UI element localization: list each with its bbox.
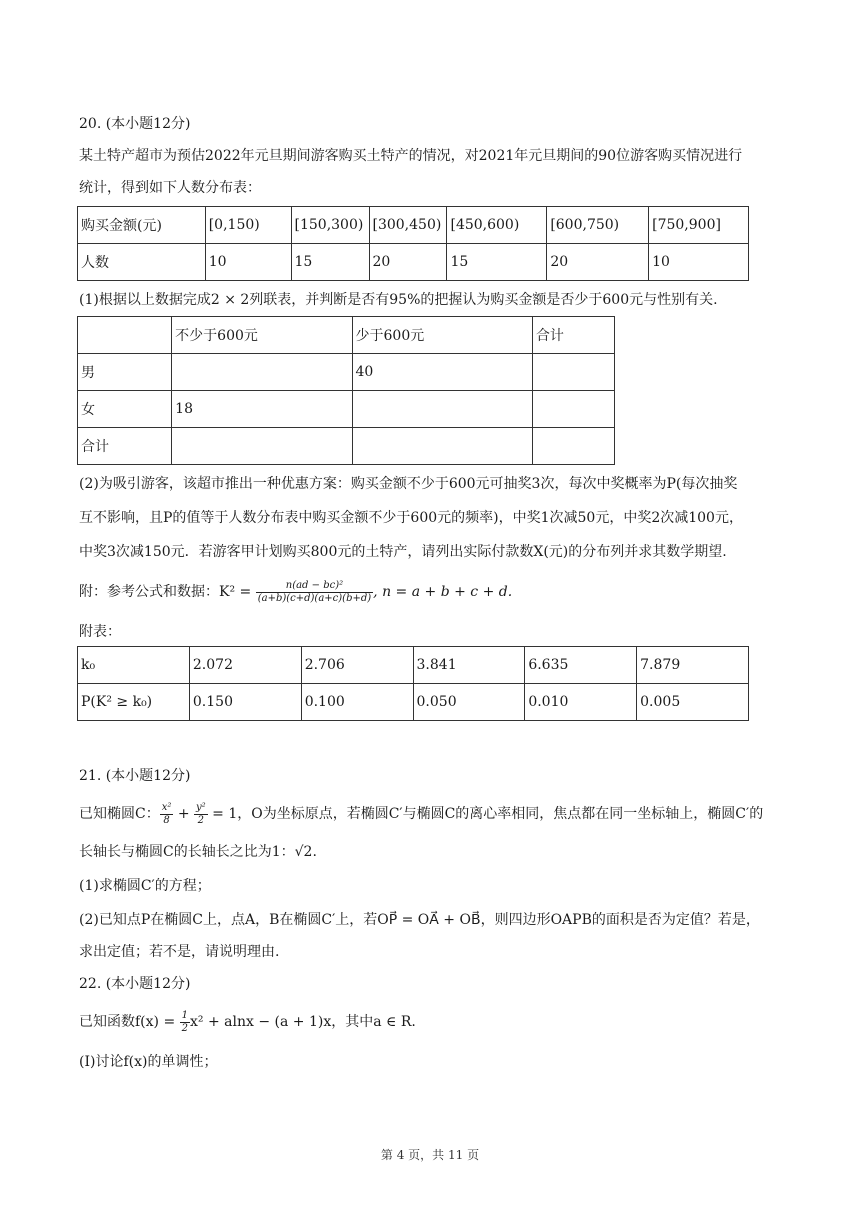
q22-line1-a: 已知函数f(x) = bbox=[79, 1014, 180, 1030]
table-cell: 不少于600元 bbox=[172, 317, 352, 354]
table-cell bbox=[352, 428, 532, 465]
table-cell: 合计 bbox=[78, 428, 172, 465]
reference-table bbox=[77, 646, 749, 721]
appendix-label: 附表： bbox=[79, 624, 121, 640]
q22-header: 22. (本小题12分) bbox=[79, 976, 191, 992]
formula-denominator: (a+b)(c+d)(a+c)(b+d) bbox=[257, 592, 372, 604]
table-row bbox=[78, 317, 615, 354]
table-cell: 20 bbox=[547, 244, 649, 281]
formula-prefix: 附：参考公式和数据：K² = bbox=[79, 584, 256, 600]
frac2-num: y² bbox=[196, 801, 206, 813]
table-cell: 0.050 bbox=[413, 684, 525, 721]
q20-part2-line1: (2)为吸引游客，该超市推出一种优惠方案：购买金额不少于600元可抽奖3次，每次中奖概率为P(每次抽奖 bbox=[79, 476, 738, 492]
q21-line1-b: = 1，O为坐标原点，若椭圆C′与椭圆C的离心率相同，焦点都在同一坐标轴上，椭圆C′的 bbox=[207, 806, 764, 822]
table-cell: 2.072 bbox=[189, 647, 301, 684]
table-cell: 购买金额(元) bbox=[78, 207, 206, 244]
q21-plus: + bbox=[173, 806, 195, 822]
table-cell: [750,900] bbox=[649, 207, 749, 244]
table-row bbox=[78, 354, 615, 391]
table-cell bbox=[532, 428, 614, 465]
table-cell bbox=[172, 428, 352, 465]
table-cell bbox=[532, 354, 614, 391]
frac1-num: x² bbox=[161, 801, 172, 813]
table-cell: 人数 bbox=[78, 244, 206, 281]
distribution-table bbox=[77, 206, 749, 281]
table-cell: 18 bbox=[172, 391, 352, 428]
x2-over-8 bbox=[160, 802, 174, 827]
table-cell: 15 bbox=[291, 244, 369, 281]
table-cell: 40 bbox=[352, 354, 532, 391]
table-cell: 0.010 bbox=[525, 684, 637, 721]
table-cell bbox=[352, 391, 532, 428]
table-cell: 7.879 bbox=[637, 647, 749, 684]
formula-numerator: n(ad − bc)² bbox=[256, 580, 373, 593]
table-cell: 女 bbox=[78, 391, 172, 428]
table-cell: [600,750) bbox=[547, 207, 649, 244]
table-cell: [150,300) bbox=[291, 207, 369, 244]
table-cell bbox=[172, 354, 352, 391]
q22-line1 bbox=[79, 1004, 416, 1040]
table-cell: 男 bbox=[78, 354, 172, 391]
table-cell: 合计 bbox=[532, 317, 614, 354]
q20-part2-line2: 互不影响，且P的值等于人数分布表中购买金额不少于600元的频率)，中奖1次减50元，中奖2次减100元， bbox=[79, 510, 743, 526]
table-row bbox=[78, 428, 615, 465]
table-cell: 20 bbox=[369, 244, 447, 281]
q21-line2: 长轴长与椭圆C的长轴长之比为1：√2. bbox=[79, 844, 317, 860]
table-cell: [300,450) bbox=[369, 207, 447, 244]
contingency-table bbox=[77, 316, 615, 465]
table-cell: 10 bbox=[649, 244, 749, 281]
table-cell: [0,150) bbox=[205, 207, 291, 244]
table-cell: [450,600) bbox=[447, 207, 547, 244]
table-cell bbox=[78, 317, 172, 354]
table-row bbox=[78, 647, 749, 684]
one-half bbox=[180, 1010, 190, 1035]
table-cell: 少于600元 bbox=[352, 317, 532, 354]
table-cell: 15 bbox=[447, 244, 547, 281]
q22-line1-b: x² + alnx − (a + 1)x，其中a ∈ R. bbox=[190, 1014, 416, 1030]
q22-part1: (I)讨论f(x)的单调性； bbox=[79, 1054, 218, 1070]
q21-line1-a: 已知椭圆C： bbox=[79, 806, 160, 822]
table-cell: 10 bbox=[205, 244, 291, 281]
table-cell bbox=[532, 391, 614, 428]
table-cell: 0.100 bbox=[301, 684, 413, 721]
formula-suffix: , n = a + b + c + d. bbox=[373, 584, 513, 600]
table-row bbox=[78, 244, 749, 281]
table-cell: k₀ bbox=[78, 647, 190, 684]
table-row bbox=[78, 684, 749, 721]
table-row bbox=[78, 391, 615, 428]
table-cell: 2.706 bbox=[301, 647, 413, 684]
page-footer: 第 4 页，共 11 页 bbox=[380, 1148, 480, 1162]
q21-part1: (1)求椭圆C′的方程； bbox=[79, 878, 211, 894]
q20-intro-line1: 某土特产超市为预估2022年元旦期间游客购买土特产的情况，对2021年元旦期间的90位游客购买情况进行 bbox=[79, 148, 743, 164]
q20-intro-line2: 统计，得到如下人数分布表： bbox=[79, 180, 261, 196]
table-cell: 0.005 bbox=[637, 684, 749, 721]
table-cell: P(K² ≥ k₀) bbox=[78, 684, 190, 721]
half-num: 1 bbox=[181, 1009, 189, 1021]
y2-over-2 bbox=[194, 802, 208, 827]
frac1-den: 8 bbox=[163, 814, 170, 826]
table-cell: 6.635 bbox=[525, 647, 637, 684]
q21-line1 bbox=[79, 796, 763, 832]
q20-formula bbox=[79, 574, 512, 610]
q20-part1: (1)根据以上数据完成2 × 2列联表，并判断是否有95%的把握认为购买金额是否少于600元与性别有关. bbox=[79, 292, 718, 308]
q21-part2-line2: 求出定值；若不是，请说明理由. bbox=[79, 944, 280, 960]
q21-header: 21. (本小题12分) bbox=[79, 768, 191, 784]
half-den: 2 bbox=[181, 1022, 189, 1034]
formula-fraction bbox=[256, 580, 373, 605]
table-cell: 3.841 bbox=[413, 647, 525, 684]
q20-part2-line3: 中奖3次减150元．若游客甲计划购买800元的土特产，请列出实际付款数X(元)的分布列并求其数学期望. bbox=[79, 544, 727, 560]
q21-part2-line1: (2)已知点P在椭圆C上，点A，B在椭圆C′上，若OP⃗ = OA⃗ + OB⃗，则四边形OAPB的面积是否为定值？若是， bbox=[79, 912, 760, 928]
table-row bbox=[78, 207, 749, 244]
frac2-den: 2 bbox=[197, 814, 205, 826]
table-cell: 0.150 bbox=[189, 684, 301, 721]
q20-header: 20. (本小题12分) bbox=[79, 116, 191, 132]
